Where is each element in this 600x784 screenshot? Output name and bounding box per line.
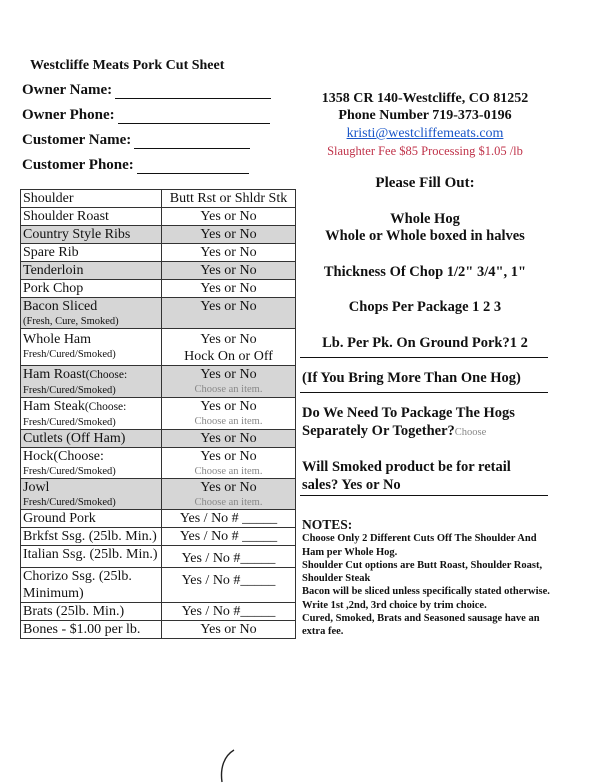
cut-choice[interactable]: Yes / No # _____ — [162, 528, 296, 546]
chop-thickness[interactable]: Thickness Of Chop 1/2" 3/4", 1" — [323, 264, 527, 280]
whole-hog-heading: Whole Hog — [390, 211, 460, 227]
table-row — [21, 510, 296, 528]
table-row — [21, 366, 296, 398]
table-row — [21, 298, 296, 329]
cut-choice-cell — [162, 366, 296, 398]
table-row — [21, 262, 296, 280]
owner-name-label: Owner Name: — [22, 82, 113, 98]
cut-cell — [21, 479, 162, 510]
header-cut: Shoulder — [21, 190, 162, 208]
header-choice: Butt Rst or Shldr Stk — [162, 190, 296, 208]
note-line: Write 1st ,2nd, 3rd choice by trim choice. — [302, 599, 487, 611]
cut-choice-cell — [162, 448, 296, 479]
chops-per-package[interactable]: Chops Per Package 1 2 3 — [348, 299, 502, 315]
divider — [300, 495, 548, 496]
notes-section — [302, 518, 552, 639]
customer-name-line[interactable] — [134, 134, 250, 149]
table-row — [21, 329, 296, 366]
cut-name: Bacon Sliced — [23, 299, 98, 314]
cut-name: Pork Chop — [21, 280, 162, 298]
cut-cell — [21, 366, 162, 398]
table-row — [21, 568, 296, 603]
cut-cell — [21, 398, 162, 430]
table-row — [21, 244, 296, 262]
cut-choice-cell — [162, 398, 296, 430]
customer-name-row — [22, 132, 250, 149]
table-row — [21, 479, 296, 510]
pork-cut-table — [20, 189, 296, 639]
choose-item-dropdown[interactable]: Choose an item. — [194, 497, 263, 508]
table-row — [21, 430, 296, 448]
cut-choice-cell — [162, 479, 296, 510]
page-title: Westcliffe Meats Pork Cut Sheet — [30, 58, 225, 73]
cut-choice[interactable]: Yes or No — [200, 480, 257, 495]
cut-name: Tenderloin — [21, 262, 162, 280]
cut-cell — [21, 329, 162, 366]
cut-name: Country Style Ribs — [21, 226, 162, 244]
choose-item-dropdown[interactable]: Choose an item. — [194, 384, 263, 395]
whole-hog-option[interactable]: Whole or Whole boxed in halves — [325, 228, 525, 244]
cut-choice[interactable]: Yes / No #_____ — [162, 546, 296, 568]
lb-per-package[interactable]: Lb. Per Pk. On Ground Pork?1 2 — [322, 335, 528, 351]
package-choose-dropdown[interactable]: Choose — [454, 427, 487, 438]
cut-choice[interactable]: Yes or No — [162, 298, 296, 329]
owner-phone-line[interactable] — [118, 109, 270, 124]
handwritten-mark — [212, 746, 252, 784]
note-line: Cured, Smoked, Brats and Seasoned sausage have an extra fee. — [302, 613, 540, 638]
package-question-line2 — [302, 423, 486, 440]
cut-name: Hock(Choose: — [23, 449, 104, 464]
owner-name-line[interactable] — [115, 84, 271, 99]
choose-item-dropdown[interactable]: Choose an item. — [194, 416, 263, 427]
cut-sub: Fresh/Cured/Smoked) — [23, 497, 116, 508]
cut-name: Spare Rib — [21, 244, 162, 262]
table-header-row — [21, 190, 296, 208]
cut-name-small: (Choose: — [84, 401, 127, 413]
cut-name: Cutlets (Off Ham) — [21, 430, 162, 448]
cut-choice[interactable]: Yes or No — [162, 430, 296, 448]
customer-name-label: Customer Name: — [22, 132, 132, 148]
table-row — [21, 621, 296, 639]
cut-choice[interactable]: Yes or No — [200, 367, 257, 382]
cut-choice[interactable]: Yes or No — [162, 208, 296, 226]
cut-sub: Fresh/Cured/Smoked) — [23, 385, 116, 396]
cut-choice[interactable]: Yes / No #_____ — [162, 603, 296, 621]
cut-name: Italian Ssg. (25lb. Min.) — [21, 546, 162, 568]
cut-name-small: (Choose: — [85, 369, 128, 381]
divider — [300, 357, 548, 358]
cut-choice[interactable]: Yes / No #_____ — [162, 568, 296, 603]
table-row — [21, 546, 296, 568]
address: 1358 CR 140-Westcliffe, CO 81252 — [321, 91, 529, 106]
cut-cell — [21, 298, 162, 329]
cut-choice[interactable]: Yes or No — [162, 621, 296, 639]
owner-phone-row — [22, 107, 270, 124]
table-row — [21, 448, 296, 479]
cut-choice[interactable]: Yes / No # _____ — [162, 510, 296, 528]
cut-name: Ground Pork — [21, 510, 162, 528]
owner-name-row — [22, 82, 271, 99]
cut-choice[interactable]: Yes or No — [162, 262, 296, 280]
customer-phone-line[interactable] — [137, 159, 249, 174]
note-line: Choose Only 2 Different Cuts Off The Shoulder And Ham per Whole Hog. — [302, 533, 537, 558]
cut-choice[interactable]: Yes or No — [162, 244, 296, 262]
table-row — [21, 528, 296, 546]
cut-sub: Fresh/Cured/Smoked) — [23, 417, 116, 428]
table-row — [21, 398, 296, 430]
cut-name: Brats (25lb. Min.) — [21, 603, 162, 621]
cut-choice[interactable]: Yes or No — [162, 280, 296, 298]
cut-sub: Fresh/Cured/Smoked) — [23, 466, 116, 477]
cut-name: Jowl — [23, 480, 50, 495]
package-question-text: Separately Or Together? — [302, 423, 455, 439]
cut-name: Shoulder Roast — [21, 208, 162, 226]
cut-choice[interactable]: Yes or No — [200, 399, 257, 414]
customer-phone-label: Customer Phone: — [22, 157, 134, 173]
cut-name: Bones - $1.00 per lb. — [21, 621, 162, 639]
fees-note: Slaughter Fee $85 Processing $1.05 /lb — [327, 144, 523, 158]
note-line: Bacon will be sliced unless specifically stated otherwise. — [302, 586, 550, 598]
choose-item-dropdown[interactable]: Choose an item. — [194, 466, 263, 477]
phone-number: Phone Number 719-373-0196 — [338, 108, 512, 123]
table-row — [21, 603, 296, 621]
notes-title: NOTES: — [302, 517, 353, 532]
email-link[interactable]: kristi@westcliffemeats.com — [346, 126, 504, 141]
cut-name: Chorizo Ssg. (25lb. Minimum) — [21, 568, 162, 603]
hock-choice[interactable]: Hock On or Off — [184, 349, 273, 364]
fill-out-heading: Please Fill Out: — [375, 175, 475, 191]
package-question-line1: Do We Need To Package The Hogs — [302, 405, 515, 421]
smoked-question-line1: Will Smoked product be for retail — [302, 459, 511, 475]
table-row — [21, 280, 296, 298]
cut-cell — [21, 448, 162, 479]
cut-name: Ham Steak — [23, 399, 85, 414]
cut-choice[interactable]: Yes or No — [162, 226, 296, 244]
table-row — [21, 208, 296, 226]
cut-choice-cell — [162, 329, 296, 366]
cut-name: Brkfst Ssg. (25lb. Min.) — [21, 528, 162, 546]
cut-choice[interactable]: Yes or No — [200, 332, 257, 347]
cut-name: Whole Ham — [23, 332, 92, 347]
table-row — [21, 226, 296, 244]
customer-phone-row — [22, 157, 249, 174]
more-hogs-note: (If You Bring More Than One Hog) — [302, 370, 521, 386]
divider — [300, 392, 548, 393]
cut-sub: Fresh/Cured/Smoked) — [23, 349, 116, 360]
cut-name: Ham Roast — [23, 367, 86, 382]
cut-sub: (Fresh, Cure, Smoked) — [23, 316, 119, 327]
owner-phone-label: Owner Phone: — [22, 107, 115, 123]
smoked-question-line2[interactable]: sales? Yes or No — [302, 477, 401, 493]
cut-choice[interactable]: Yes or No — [200, 449, 257, 464]
note-line: Shoulder Cut options are Butt Roast, Shoulder Roast, Shoulder Steak — [302, 559, 543, 585]
